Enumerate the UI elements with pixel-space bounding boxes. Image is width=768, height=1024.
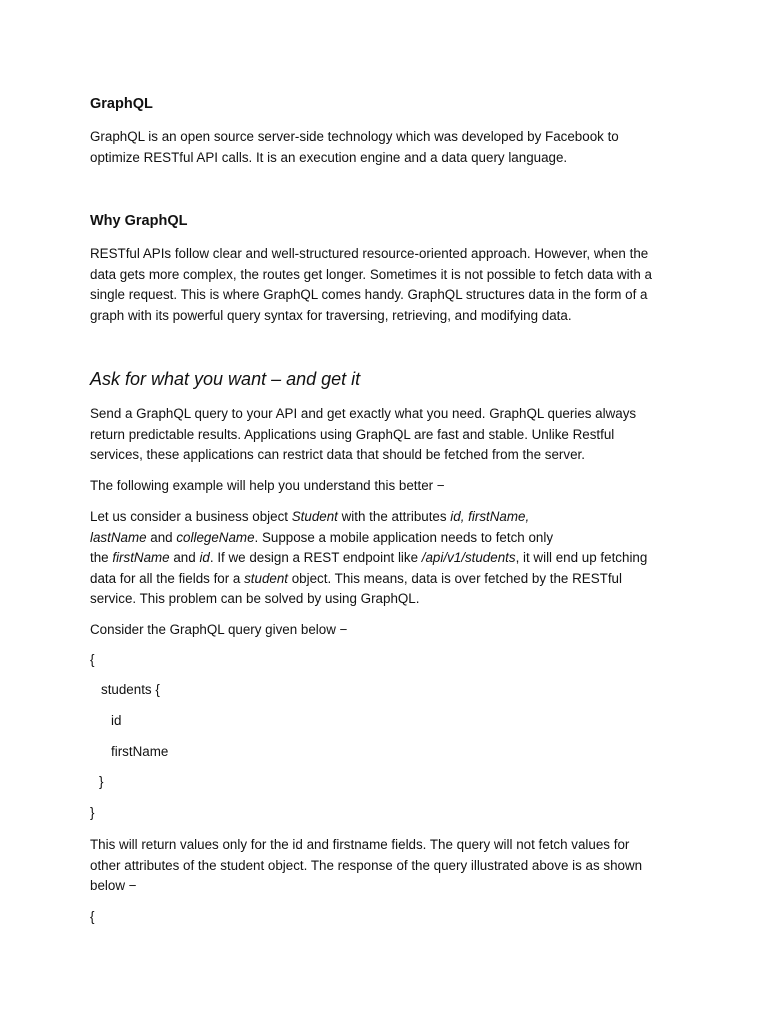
code-line: firstName xyxy=(111,744,169,759)
paragraph-student-object xyxy=(90,507,690,610)
text-line: GraphQL is an open source server-side technology which was developed by Facebook to xyxy=(90,129,619,144)
code-line: } xyxy=(99,774,104,789)
code-line: students { xyxy=(101,682,160,697)
text-line: Send a GraphQL query to your API and get exactly what you need. GraphQL queries always xyxy=(90,406,637,421)
text-line: service. This problem can be solved by using GraphQL. xyxy=(90,591,420,606)
text-line: Consider the GraphQL query given below − xyxy=(90,622,348,637)
text-line: data gets more complex, the routes get longer. Sometimes it is not possible to fetch data with a xyxy=(90,266,652,282)
text-line: graph with its powerful query syntax for traversing, retrieving, and modifying data. xyxy=(90,307,572,323)
text-line: return predictable results. Applications using GraphQL are fast and stable. Unlike Restful xyxy=(90,426,615,442)
code-line: id xyxy=(111,713,122,728)
paragraph-query-intro xyxy=(90,620,690,641)
text-line: single request. This is where GraphQL comes handy. GraphQL structures data in the form of a xyxy=(90,287,648,302)
text-line: other attributes of the student object. The response of the query illustrated above is as shown xyxy=(90,857,643,873)
text-line: lastName and collegeName. Suppose a mobile application needs to fetch only xyxy=(90,529,554,545)
code-line: { xyxy=(90,652,95,667)
text-line: This will return values only for the id and firstname fields. The query will not fetch values for xyxy=(90,837,630,852)
paragraph-graphql-intro xyxy=(90,127,690,168)
paragraph-send-query xyxy=(90,404,690,466)
text-line: data for all the fields for a student object. This means, data is over fetched by the RESTful xyxy=(90,570,622,586)
text-line: services, these applications can restrict data that should be fetched from the server. xyxy=(90,447,585,462)
paragraph-why-graphql xyxy=(90,244,690,326)
paragraph-example-intro xyxy=(90,476,690,497)
heading-graphql: GraphQL xyxy=(90,96,153,112)
heading-ask-for-what-you-want: Ask for what you want – and get it xyxy=(90,369,361,389)
text-line: below − xyxy=(90,878,137,893)
text-line: Let us consider a business object Student with the attributes id, firstName, xyxy=(90,509,530,524)
text-line: The following example will help you understand this better − xyxy=(90,478,445,493)
paragraph-query-result xyxy=(90,835,690,897)
text-line: RESTful APIs follow clear and well-structured resource-oriented approach. However, when the xyxy=(90,246,649,261)
text-line: the firstName and id. If we design a REST endpoint like /api/v1/students, it will end up fetching xyxy=(90,550,648,565)
heading-why-graphql: Why GraphQL xyxy=(90,213,188,229)
text-line: optimize RESTful API calls. It is an execution engine and a data query language. xyxy=(90,149,568,165)
code-line: } xyxy=(90,805,95,820)
code-line: { xyxy=(90,909,95,924)
